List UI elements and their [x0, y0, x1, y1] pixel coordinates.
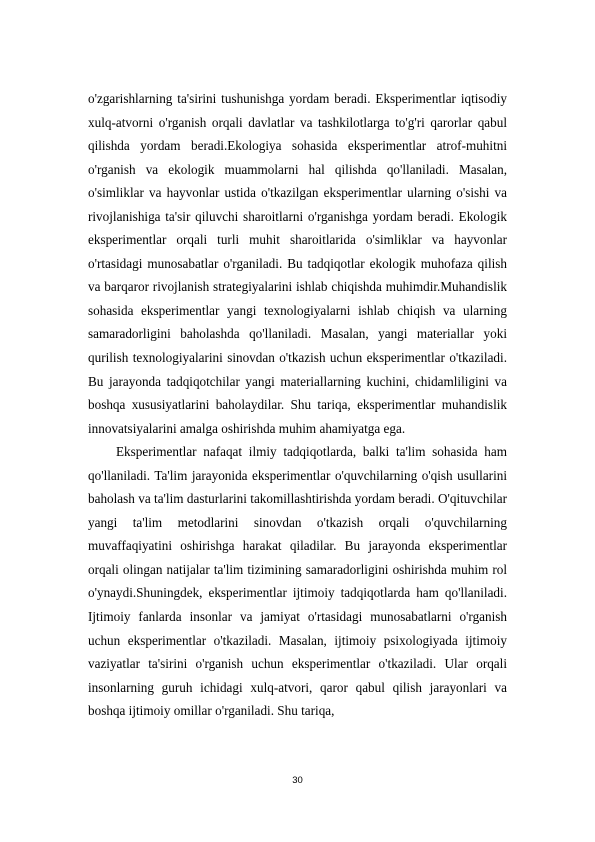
page-number: 30 — [292, 775, 303, 786]
paragraph-2: Eksperimentlar nafaqat ilmiy tadqiqotlarda, balki ta'lim sohasida ham qo'llaniladi. Ta'lim jarayonida eksperimentlar o'quvchilarning o'qish usullarini baholash va ta'lim dasturlarini takomillashtirishda yordam beradi. O'qituvchilar yangi ta'lim metodlarini sinovdan o'tkazish orqali o'quvchilarning muvaffaqiyatini oshirishga harakat qiladilar. Bu jarayonda eksperimentlar orqali olingan natijalar ta'lim tizimining samaradorligini oshirishda muhim rol o'ynaydi.Shuningdek, eksperimentlar ijtimoiy tadqiqotlarda ham qo'llaniladi. Ijtimoiy fanlarda insonlar va jamiyat o'rtasidagi munosabatlarni o'rganish uchun eksperimentlar o'tkaziladi. Masalan, ijtimoiy psixologiyada ijtimoiy vaziyatlar ta'sirini o'rganish uchun eksperimentlar o'tkaziladi. Ular orqali insonlarning guruh ichidagi xulq-atvori, qaror qabul qilish jarayonlari va boshqa ijtimoiy omillar o'rganiladi. Shu tariqa, — [88, 444, 507, 719]
paragraph-1: o'zgarishlarning ta'sirini tushunishga yordam beradi. Eksperimentlar iqtisodiy xulq-atvorni o'rganish orqali davlatlar va tashkilotlarga to'g'ri qarorlar qabul qilishda yordam beradi.Ekologiya sohasida eksperimentlar atrof-muhitni o'rganish va ekologik muammolarni hal qilishda qo'llaniladi. Masalan, o'simliklar va hayvonlar ustida o'tkazilgan eksperimentlar ularning o'sishi va rivojlanishiga ta'sir qiluvchi sharoitlarni o'rganishga yordam beradi. Ekologik eksperimentlar orqali turli muhit sharoitlarida o'simliklar va hayvonlar o'rtasidagi munosabatlar o'rganiladi. Bu tadqiqotlar ekologik muhofaza qilish va barqaror rivojlanish strategiyalarini ishlab chiqishda muhimdir.Muhandislik sohasida eksperimentlar yangi texnologiyalarni ishlab chiqish va ularning samaradorligini baholashda qo'llaniladi. Masalan, yangi materiallar yoki qurilish texnologiyalarini sinovdan o'tkazish uchun eksperimentlar o'tkaziladi. Bu jarayonda tadqiqotchilar yangi materiallarning kuchini, chidamliligini va boshqa xususiyatlarini baholaydilar. Shu tariqa, eksperimentlar muhandislik innovatsiyalarini amalga oshirishda muhim ahamiyatga ega. — [88, 91, 507, 436]
body-text — [88, 87, 507, 723]
